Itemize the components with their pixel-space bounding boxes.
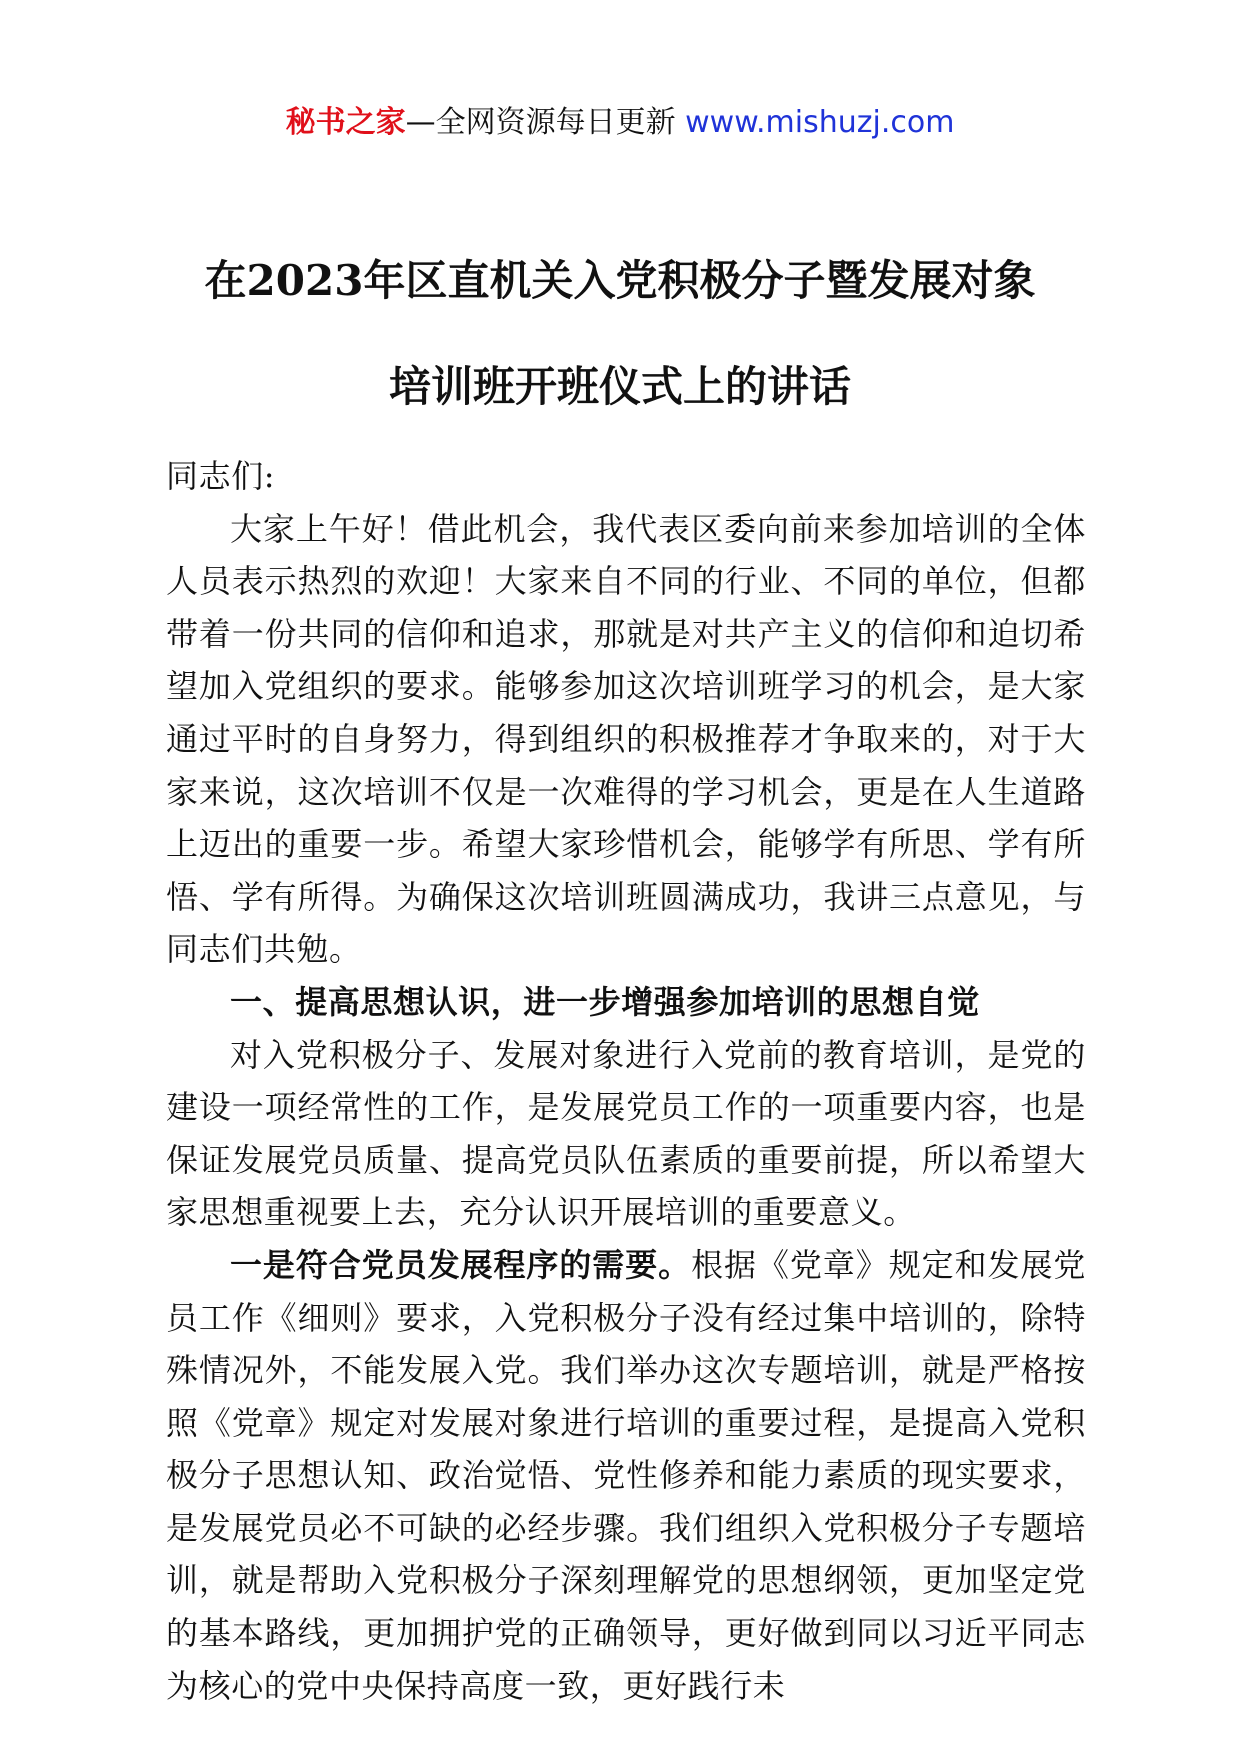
paragraph-1: 大家上午好！借此机会，我代表区委向前来参加培训的全体人员表示热烈的欢迎！大家来自不同的行业、不同的单位，但都带着一份共同的信仰和追求，那就是对共产主义的信仰和迫切希望加入党组织的要求。能够参加这次培训班学习的机会，是大家通过平时的自身努力，得到组织的积极推荐才争取来的，对于大家来说，这次培训不仅是一次难得的学习机会，更是在人生道路上迈出的重要一步。希望大家珍惜机会，能够学有所思、学有所悟、学有所得。为确保这次培训班圆满成功，我讲三点意见，与同志们共勉。: [166, 509, 1086, 969]
site-brand: 秘书之家: [285, 105, 406, 140]
paragraph-3: [166, 1239, 1086, 1712]
salutation: 同志们:: [166, 457, 276, 495]
site-slogan: —全网资源每日更新: [405, 105, 676, 140]
title-line-1: 在2023年区直机关入党积极分子暨发展对象: [204, 256, 1036, 305]
site-header: [0, 100, 1240, 146]
paragraph-3-lead: 一是符合党员发展程序的需要。: [230, 1245, 692, 1284]
document-title: [120, 228, 1120, 440]
title-line-2: 培训班开班仪式上的讲话: [388, 362, 851, 411]
paragraph-2: 对入党积极分子、发展对象进行入党前的教育培训，是党的建设一项经常性的工作，是发展党员工作的一项重要内容，也是保证发展党员质量、提高党员队伍素质的重要前提，所以希望大家思想重视要上去，充分认识开展培训的重要意义。: [166, 1035, 1086, 1232]
section-heading-1: 一、提高思想认识，进一步增强参加培训的思想自觉: [230, 982, 980, 1021]
paragraph-3-text: 根据《党章》规定和发展党员工作《细则》要求，入党积极分子没有经过集中培训的，除特殊情况外，不能发展入党。我们举办这次专题培训，就是严格按照《党章》规定对发展对象进行培训的重要过程，是提高入党积极分子思想认知、政治觉悟、党性修养和能力素质的现实要求，是发展党员必不可缺的必经步骤。我们组织入党积极分子专题培训，就是帮助入党积极分子深刻理解党的思想纲领，更加坚定党的基本路线，更加拥护党的正确领导，更好做到同以习近平同志为核心的党中央保持高度一致，更好践行未: [166, 1245, 1087, 1705]
document-body: [166, 450, 1086, 1712]
site-url[interactable]: www.mishuzj.com: [685, 105, 955, 140]
